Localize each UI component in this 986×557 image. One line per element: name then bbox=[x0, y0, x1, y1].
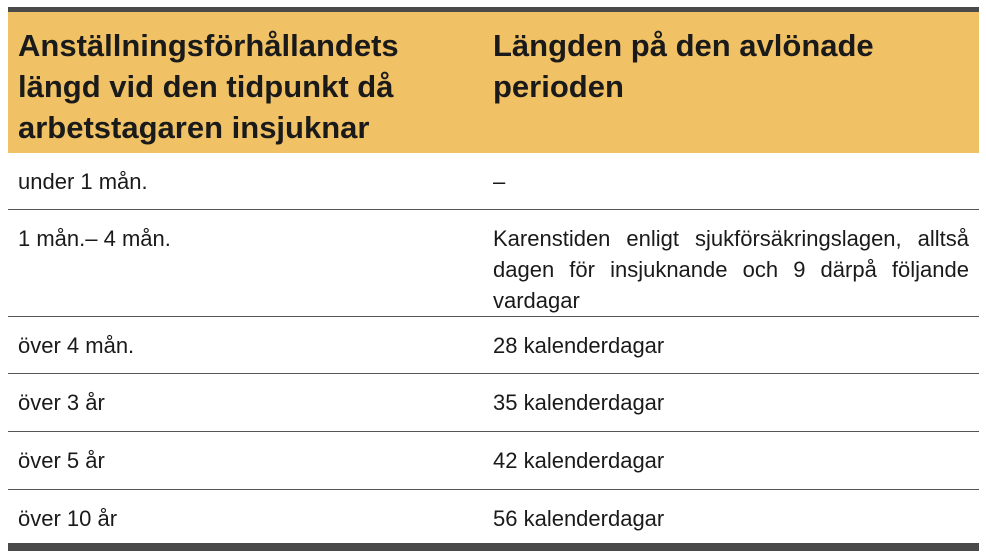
table-header bbox=[8, 12, 979, 153]
paid-period-cell: 56 kalenderdagar bbox=[485, 489, 979, 547]
table-row bbox=[8, 316, 979, 373]
tenure-cell: under 1 mån. bbox=[18, 169, 148, 194]
paid-period-cell: Karenstiden enligt sjukförsäkringslagen, alltså dagen för insjuknande och 9 därpå följande vardagar bbox=[485, 209, 979, 316]
header-row bbox=[8, 12, 979, 153]
tenure-cell: över 5 år bbox=[8, 431, 485, 489]
tenure-cell: 1 mån.– 4 mån. bbox=[8, 209, 485, 316]
table-row bbox=[8, 373, 979, 431]
tenure-cell: över 10 år bbox=[8, 489, 485, 547]
header-employment-length: Anställningsförhållandets längd vid den tidpunkt då arbetstagaren insjuknar bbox=[18, 28, 399, 145]
table-row bbox=[8, 489, 979, 547]
paid-period-cell: 28 kalenderdagar bbox=[485, 316, 979, 373]
bottom-rule bbox=[8, 543, 979, 551]
tenure-cell: över 3 år bbox=[8, 373, 485, 431]
table-row bbox=[8, 209, 979, 316]
table-row bbox=[8, 153, 979, 209]
table-body bbox=[8, 153, 979, 547]
paid-period-cell: – bbox=[493, 169, 506, 194]
header-paid-period-length: Längden på den avlönade perioden bbox=[493, 28, 874, 104]
tenure-cell: över 4 mån. bbox=[8, 316, 485, 373]
paid-period-cell: 42 kalenderdagar bbox=[485, 431, 979, 489]
paid-period-cell: 35 kalenderdagar bbox=[485, 373, 979, 431]
sick-pay-table bbox=[8, 12, 979, 547]
table-row bbox=[8, 431, 979, 489]
